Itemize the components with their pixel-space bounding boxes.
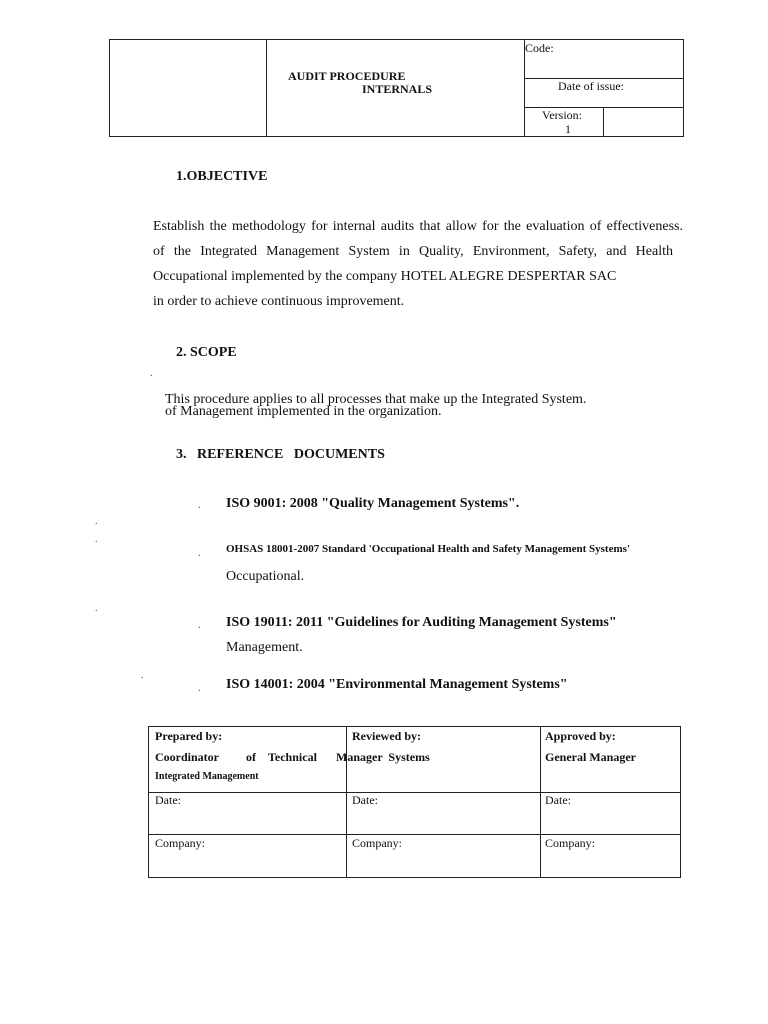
header-divider: [266, 40, 267, 136]
objective-line: Occupational implemented by the company HOTEL ALEGRE DESPERTAR SAC: [153, 269, 617, 284]
objective-line: in order to achieve continuous improvement.: [153, 294, 405, 309]
code-label: Code:: [525, 41, 554, 55]
reference-item: ISO 14001: 2004 "Environmental Management Systems": [226, 677, 568, 692]
prepared-by-role: of: [246, 750, 256, 764]
stray-mark: .: [95, 534, 98, 545]
stray-mark: .: [141, 670, 144, 681]
prepared-by-role: Coordinator: [155, 750, 219, 764]
table-divider: [149, 792, 680, 793]
document-header-table: [109, 39, 684, 137]
scope-heading: 2. SCOPE: [176, 345, 237, 360]
table-divider: [149, 834, 680, 835]
prepared-company-label: Company:: [155, 836, 205, 850]
objective-line: of the Integrated Management System in Quality, Environment, Safety, and Health: [153, 244, 673, 259]
objective-line: Establish the methodology for internal audits that allow for the evaluation of effectiveness.: [153, 219, 683, 234]
approved-by-label: Approved by:: [545, 729, 616, 743]
stray-mark: .: [150, 368, 153, 379]
scope-line: This procedure applies to all processes that make up the Integrated System.: [165, 392, 587, 407]
reviewed-date-label: Date:: [352, 793, 378, 807]
approval-signature-table: [148, 726, 681, 878]
list-bullet: .: [198, 620, 201, 631]
reference-item: OHSAS 18001-2007 Standard 'Occupational Health and Safety Management Systems': [226, 543, 630, 555]
objective-heading: 1.OBJECTIVE: [176, 169, 268, 184]
reviewed-by-role: Manager Systems: [336, 750, 430, 764]
prepared-by-role: Technical: [268, 750, 317, 764]
date-of-issue-label: Date of issue:: [558, 79, 624, 93]
reference-item: ISO 9001: 2008 "Quality Management Systems".: [226, 496, 520, 511]
approved-by-role: General Manager: [545, 750, 636, 764]
stray-mark: .: [95, 603, 98, 614]
list-bullet: .: [198, 500, 201, 511]
reviewed-company-label: Company:: [352, 836, 402, 850]
prepared-by-label: Prepared by:: [155, 729, 223, 743]
document-title-line2: INTERNALS: [362, 82, 433, 96]
version-value: 1: [565, 122, 571, 136]
scope-line: of Management implemented in the organization.: [165, 404, 442, 419]
references-heading: 3. REFERENCE DOCUMENTS: [176, 447, 385, 462]
list-bullet: .: [198, 683, 201, 694]
stray-mark: .: [95, 516, 98, 527]
table-divider: [540, 727, 541, 877]
reviewed-by-label: Reviewed by:: [352, 729, 421, 743]
reference-item-continuation: Occupational.: [226, 569, 305, 584]
header-divider: [603, 107, 604, 136]
prepared-date-label: Date:: [155, 793, 181, 807]
approved-date-label: Date:: [545, 793, 571, 807]
reference-item: ISO 19011: 2011 "Guidelines for Auditing Management Systems": [226, 615, 617, 630]
list-bullet: .: [198, 548, 201, 559]
prepared-by-role: Integrated Management: [155, 771, 259, 782]
version-label: Version:: [542, 108, 582, 122]
document-title-line1: AUDIT PROCEDURE: [288, 69, 406, 83]
approved-company-label: Company:: [545, 836, 595, 850]
reference-item-continuation: Management.: [226, 640, 303, 655]
